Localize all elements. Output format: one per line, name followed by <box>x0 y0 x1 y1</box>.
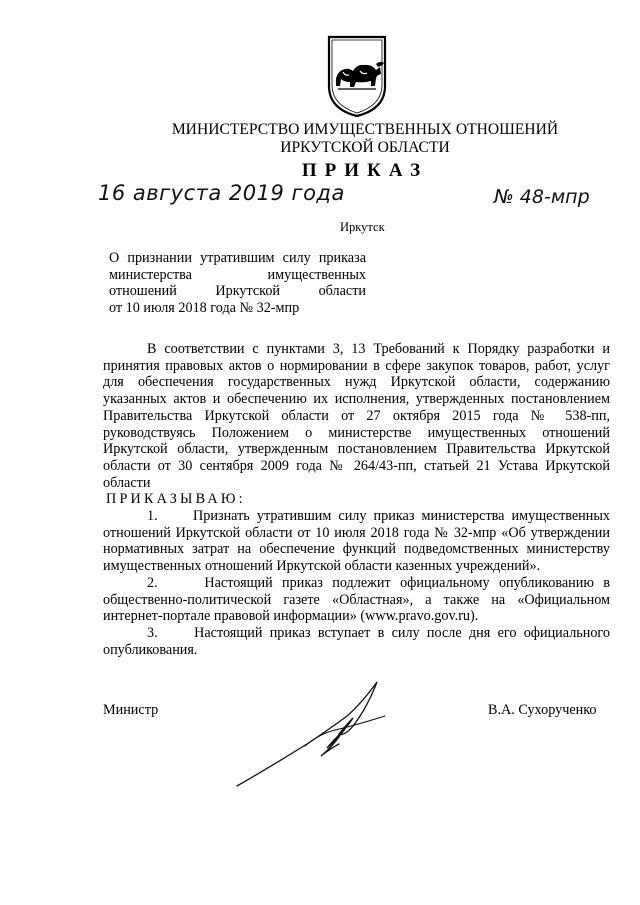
handwritten-date: 16 августа 2019 года <box>98 181 345 205</box>
subject-line: отношений Иркутской области <box>109 283 366 299</box>
handwritten-number: № 48-мпр <box>494 186 590 208</box>
preamble-paragraph: В соответствии с пунктами 3, 13 Требований к Порядку разработки и принятия правовых актов о нормировании в сфере закупок товаров, работ, услуг для обеспечения государственных нужд Иркутской области, содержанию указанных актов и обеспечению их исполнения, утвержденных постановлением Правительства Иркутской области от 27 октября 2015 года № 538-пп, руководствуясь Положением о министерстве имущественных отношений Иркутской области, утвержденным постановлением Правительства Иркутской области от 30 сентября 2009 года № 264/43-пп, статьей 21 Устава Иркутской области <box>103 341 610 491</box>
subject-line: министерства имущественных <box>109 266 366 283</box>
signer-name: В.А. Сухорученко <box>488 702 597 718</box>
order-item: 2. Настоящий приказ подлежит официальному опубликованию в общественно-политической газете «Областная», а также на «Официальном интернет-портале правовой информации» (www.pravo.gov.ru). <box>103 574 610 625</box>
document-body <box>103 341 610 658</box>
subject-line: от 10 июля 2018 года № 32-мпр <box>109 299 300 316</box>
order-item: 1. Признать утратившим силу приказ министерства имущественных отношений Иркутской области от 10 июля 2018 года № 32-мпр «Об утверждении нормативных затрат на обеспечение функций подведомственных министерству имущественных отношений Иркутской области казенных учреждений». <box>103 508 610 575</box>
handwritten-signature <box>235 668 395 790</box>
coat-of-arms-emblem <box>326 34 388 118</box>
subject-block <box>109 250 366 316</box>
document-title: ПРИКАЗ <box>301 160 429 181</box>
order-item: 3. Настоящий приказ вступает в силу после дня его официального опубликования. <box>103 624 610 658</box>
signer-position: Министр <box>103 702 159 718</box>
city-name: Иркутск <box>340 220 385 234</box>
order-word: ПРИКАЗЫВАЮ: <box>106 491 246 508</box>
org-name-line1: МИНИСТЕРСТВО ИМУЩЕСТВЕННЫХ ОТНОШЕНИЙ <box>171 121 559 138</box>
subject-line: О признании утратившим силу приказа <box>109 250 366 266</box>
organization-name <box>150 121 580 157</box>
org-name-line2: ИРКУТСКОЙ ОБЛАСТИ <box>280 139 450 156</box>
